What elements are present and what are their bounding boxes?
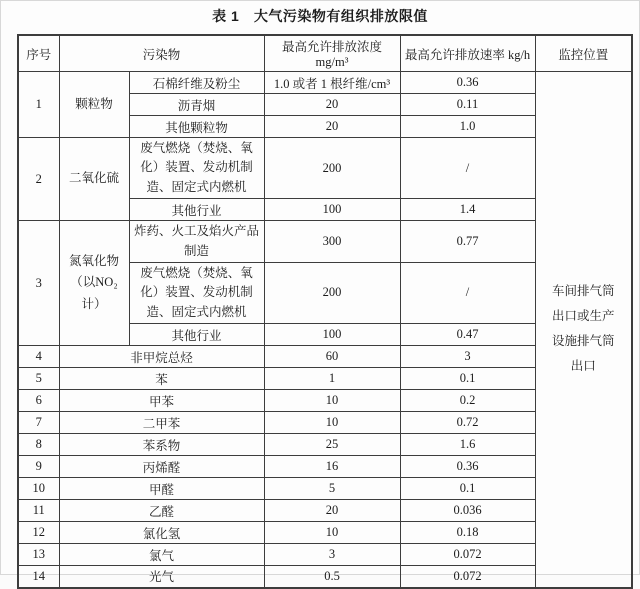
cell-concentration: 25	[264, 434, 400, 456]
cell-serial: 13	[18, 544, 59, 566]
table-row	[18, 72, 632, 94]
cell-concentration: 1.0 或者 1 根纤维/cm³	[264, 72, 400, 94]
cell-rate: 0.036	[400, 500, 535, 522]
cell-concentration: 100	[264, 324, 400, 346]
cell-pollutant-name: 乙醛	[59, 500, 264, 522]
cell-pollutant-name: 光气	[59, 566, 264, 588]
cell-serial: 7	[18, 412, 59, 434]
cell-concentration: 20	[264, 116, 400, 138]
cell-rate: 0.2	[400, 390, 535, 412]
cell-pollutant-name: 氯化氢	[59, 522, 264, 544]
cell-serial: 3	[18, 221, 59, 346]
cell-rate: 0.1	[400, 368, 535, 390]
cell-concentration: 300	[264, 221, 400, 263]
cell-concentration: 10	[264, 390, 400, 412]
cell-concentration: 20	[264, 94, 400, 116]
cell-serial: 1	[18, 72, 59, 138]
cell-rate: 0.77	[400, 221, 535, 263]
emission-limits-table	[17, 34, 633, 589]
cell-rate: 0.36	[400, 72, 535, 94]
cell-pollutant-category: 其他行业	[129, 324, 264, 346]
table-title: 表 1 大气污染物有组织排放限值	[212, 8, 428, 24]
cell-rate: 0.11	[400, 94, 535, 116]
cell-concentration: 1	[264, 368, 400, 390]
cell-serial: 5	[18, 368, 59, 390]
cell-rate: 0.072	[400, 544, 535, 566]
cell-concentration: 200	[264, 138, 400, 199]
cell-concentration: 10	[264, 412, 400, 434]
header-serial: 序号	[18, 35, 59, 72]
cell-rate: 0.72	[400, 412, 535, 434]
cell-rate: 3	[400, 346, 535, 368]
cell-rate: /	[400, 138, 535, 199]
monitoring-location-text: 车间排气筒出口或生产设施排气筒出口	[552, 284, 615, 374]
cell-pollutant-name: 苯	[59, 368, 264, 390]
cell-rate: /	[400, 262, 535, 323]
cell-serial: 4	[18, 346, 59, 368]
cell-serial: 11	[18, 500, 59, 522]
cell-pollutant-name: 氯气	[59, 544, 264, 566]
cell-rate: 1.4	[400, 199, 535, 221]
cell-concentration: 100	[264, 199, 400, 221]
cell-rate: 1.0	[400, 116, 535, 138]
cell-serial: 12	[18, 522, 59, 544]
cell-pollutant-name: 氮氧化物（以NO₂计）	[59, 221, 129, 346]
cell-pollutant-category: 沥青烟	[129, 94, 264, 116]
cell-pollutant-name: 丙烯醛	[59, 456, 264, 478]
cell-pollutant-category: 其他颗粒物	[129, 116, 264, 138]
cell-pollutant-name: 甲苯	[59, 390, 264, 412]
cell-serial: 2	[18, 138, 59, 221]
cell-pollutant-name: 二甲苯	[59, 412, 264, 434]
cell-pollutant-name: 二氧化硫	[59, 138, 129, 221]
cell-serial: 9	[18, 456, 59, 478]
cell-concentration: 20	[264, 500, 400, 522]
cell-pollutant-category: 废气燃烧（焚烧、氧化）装置、发动机制造、固定式内燃机	[129, 262, 264, 323]
cell-pollutant-category: 炸药、火工及焰火产品制造	[129, 221, 264, 263]
cell-pollutant-name: 苯系物	[59, 434, 264, 456]
cell-monitoring-location	[535, 72, 632, 588]
cell-concentration: 5	[264, 478, 400, 500]
cell-concentration: 0.5	[264, 566, 400, 588]
cell-pollutant-category: 废气燃烧（焚烧、氧化）装置、发动机制造、固定式内燃机	[129, 138, 264, 199]
cell-concentration: 3	[264, 544, 400, 566]
cell-rate: 1.6	[400, 434, 535, 456]
cell-serial: 10	[18, 478, 59, 500]
cell-serial: 6	[18, 390, 59, 412]
cell-serial: 14	[18, 566, 59, 588]
header-pollutant: 污染物	[59, 35, 264, 72]
cell-concentration: 16	[264, 456, 400, 478]
header-location: 监控位置	[535, 35, 632, 72]
cell-rate: 0.1	[400, 478, 535, 500]
cell-pollutant-name: 非甲烷总烃	[59, 346, 264, 368]
header-row	[18, 35, 632, 72]
cell-concentration: 60	[264, 346, 400, 368]
cell-pollutant-category: 其他行业	[129, 199, 264, 221]
cell-serial: 8	[18, 434, 59, 456]
header-rate: 最高允许排放速率 kg/h	[400, 35, 535, 72]
cell-concentration: 200	[264, 262, 400, 323]
cell-concentration: 10	[264, 522, 400, 544]
cell-rate: 0.47	[400, 324, 535, 346]
header-concentration: 最高允许排放浓度 mg/m³	[264, 35, 400, 72]
cell-pollutant-category: 石棉纤维及粉尘	[129, 72, 264, 94]
cell-rate: 0.072	[400, 566, 535, 588]
cell-rate: 0.36	[400, 456, 535, 478]
cell-pollutant-name: 颗粒物	[59, 72, 129, 138]
cell-rate: 0.18	[400, 522, 535, 544]
cell-pollutant-name: 甲醛	[59, 478, 264, 500]
